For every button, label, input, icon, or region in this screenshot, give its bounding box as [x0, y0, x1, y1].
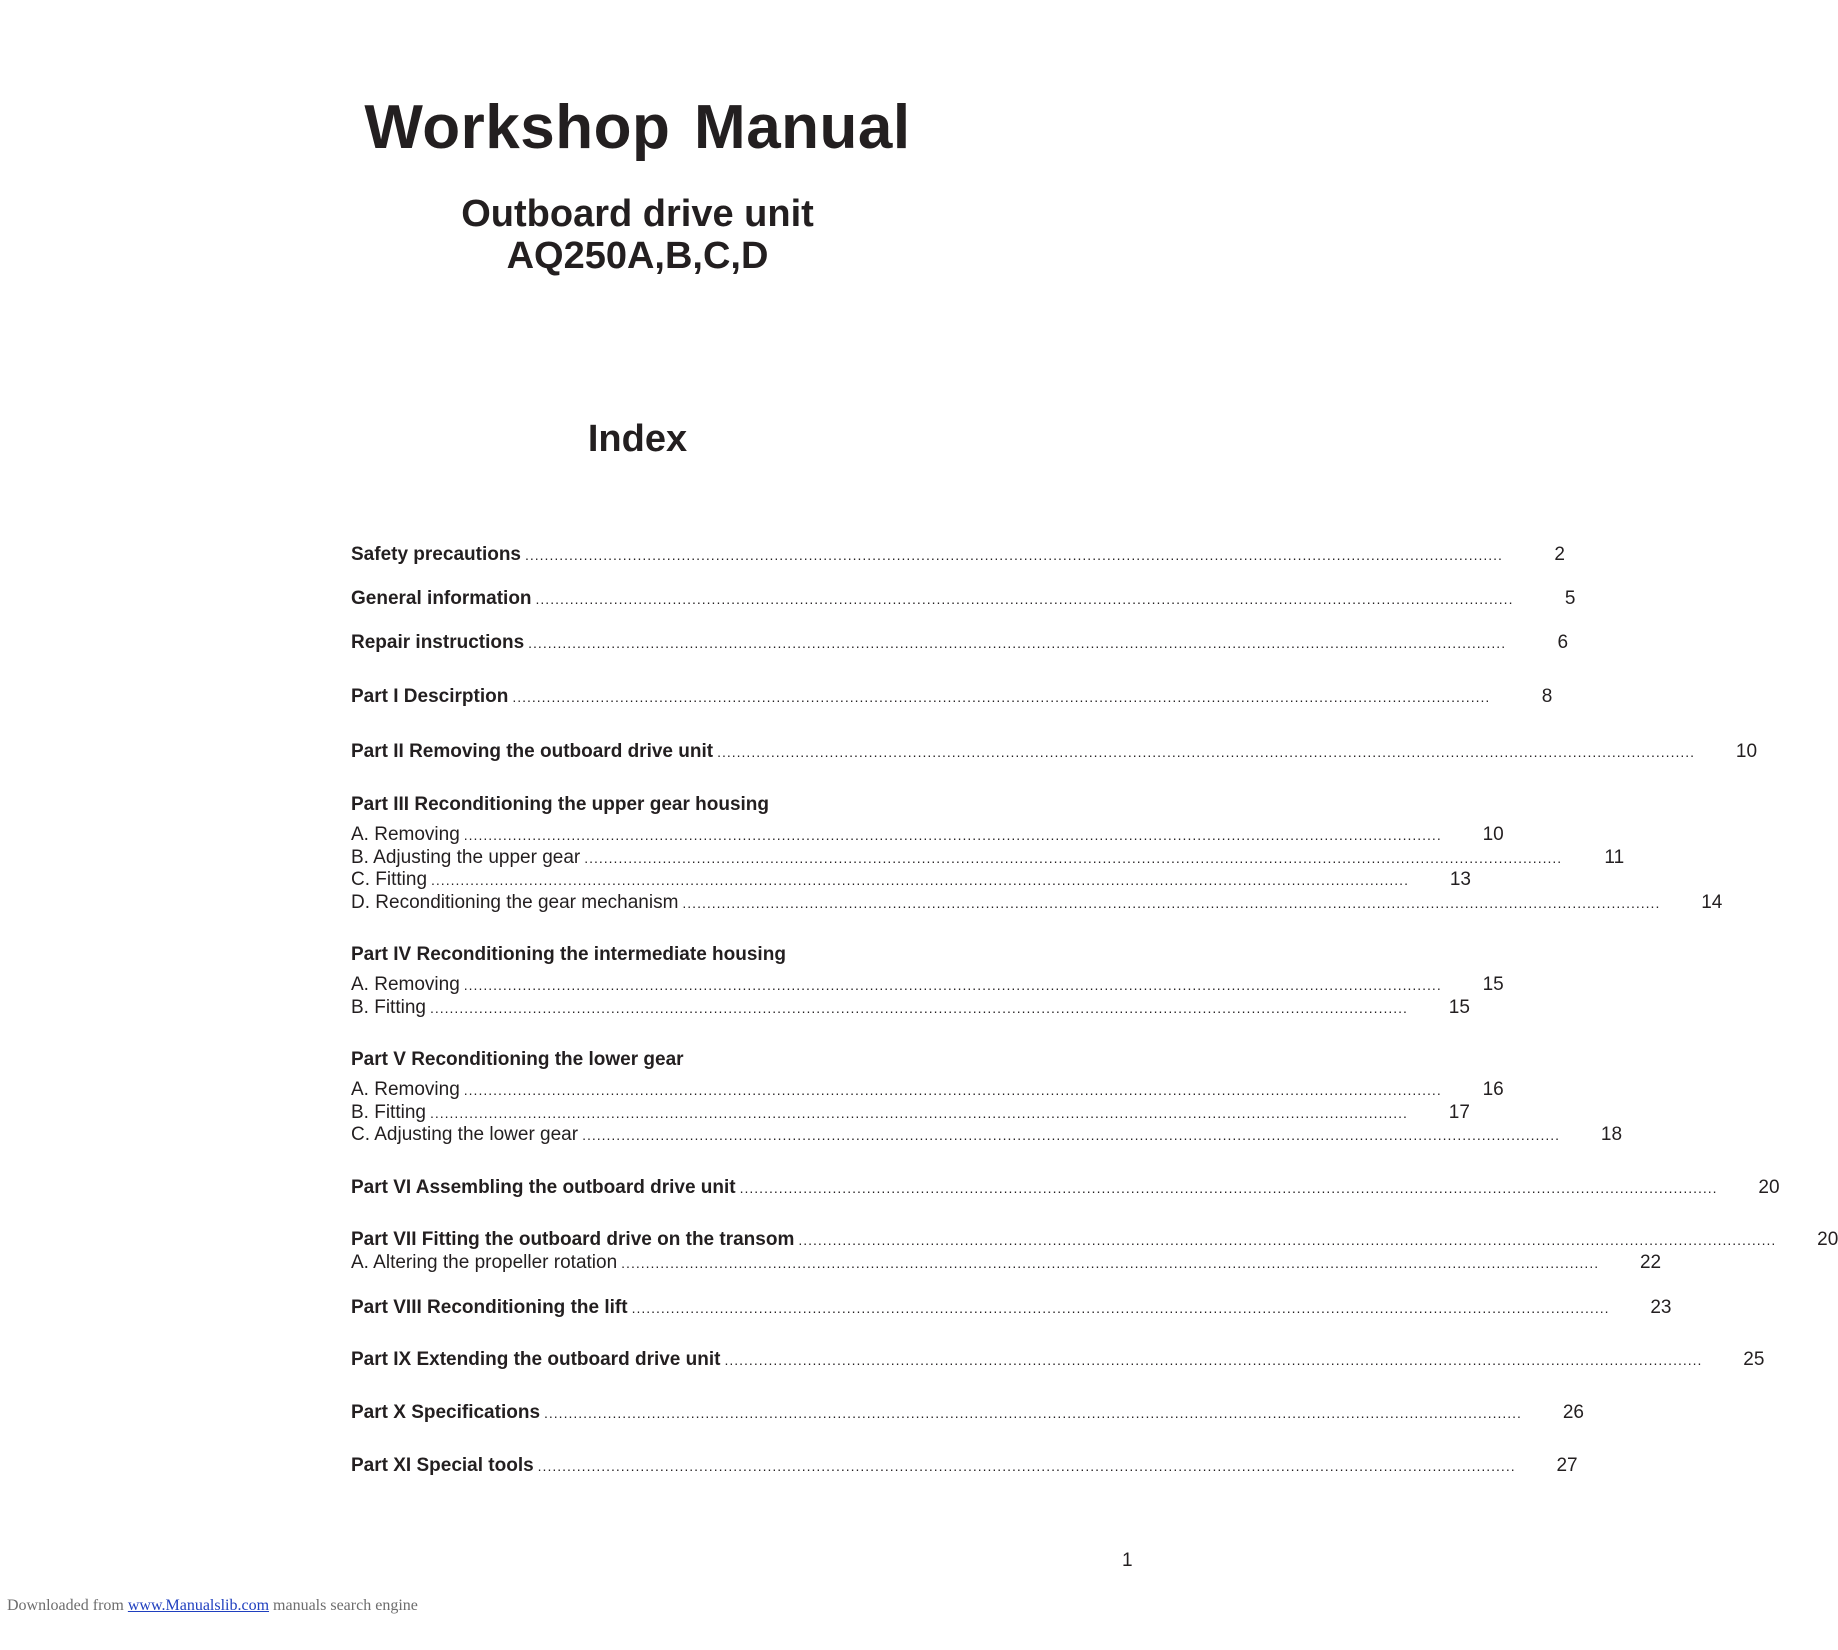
- toc-entry-label: Part VII Fitting the outboard drive on the transom: [351, 1229, 795, 1250]
- toc-entry-label: Part IX Extending the outboard drive unit: [351, 1349, 721, 1370]
- dot-leader: ........................................................................................................................................................................................................: [584, 850, 1563, 866]
- toc-entry-label: Safety precautions: [351, 544, 521, 565]
- dot-leader: ........................................................................................................................................................................................................: [463, 1082, 1442, 1098]
- toc-entry-page: 10: [1482, 824, 1504, 845]
- subtitle-product: Outboard drive unit: [461, 193, 814, 235]
- dot-leader: ........................................................................................................................................................................................................: [429, 1105, 1408, 1121]
- dot-leader: ........................................................................................................................................................................................................: [431, 872, 1409, 888]
- toc-entry-label: D. Reconditioning the gear mechanism: [351, 892, 679, 913]
- toc-entry-page: 10: [1735, 741, 1758, 762]
- toc-subentry[interactable]: [351, 847, 1625, 871]
- toc-entry-label: A. Removing: [351, 1079, 460, 1100]
- manualslib-link[interactable]: www.Manualslib.com: [127, 1597, 270, 1614]
- toc-entry-page: 14: [1701, 892, 1723, 913]
- toc-entry-page: 15: [1448, 997, 1470, 1018]
- toc-entry-label: Repair instructions: [351, 632, 525, 653]
- download-footer: [7, 1597, 418, 1615]
- dot-leader: ........................................................................................................................................................................................................: [535, 591, 1514, 607]
- dot-leader: ........................................................................................................................................................................................................: [525, 547, 1503, 563]
- toc-entry-page: 20: [1758, 1177, 1780, 1198]
- toc-entry-page: 16: [1482, 1079, 1504, 1100]
- toc-subentry[interactable]: [351, 869, 1471, 893]
- toc-subentry[interactable]: [351, 1124, 1623, 1148]
- toc-entry-page: 5: [1564, 588, 1576, 609]
- table-of-contents: [351, 0, 1838, 1650]
- toc-entry-label: Part I Descirption: [351, 686, 509, 707]
- toc-entry-label: A. Removing: [351, 824, 460, 845]
- toc-entry-page: 11: [1604, 847, 1625, 868]
- toc-entry-label: Part II Removing the outboard drive unit: [351, 741, 714, 762]
- toc-entry-page: 25: [1743, 1349, 1765, 1370]
- page-number: 1: [1122, 1550, 1133, 1571]
- dot-leader: ........................................................................................................................................................................................................: [429, 1000, 1408, 1016]
- dot-leader: ........................................................................................................................................................................................................: [582, 1127, 1561, 1143]
- toc-entry-page: 15: [1482, 974, 1504, 995]
- toc-entry-page: 6: [1557, 632, 1569, 653]
- dot-leader: ........................................................................................................................................................................................................: [463, 827, 1442, 843]
- toc-entry-page: 23: [1650, 1297, 1672, 1318]
- toc-entry-page: 8: [1541, 686, 1553, 707]
- dot-leader: ........................................................................................................................................................................................................: [537, 1458, 1516, 1474]
- toc-entry-part-11[interactable]: [351, 1455, 1578, 1479]
- subtitle-model: AQ250A,B,C,D: [506, 235, 769, 277]
- dot-leader: ........................................................................................................................................................................................................: [739, 1180, 1718, 1196]
- toc-entry-page: 18: [1600, 1124, 1623, 1145]
- toc-entry-repair[interactable]: [351, 632, 1569, 656]
- footer-prefix: Downloaded from: [7, 1597, 124, 1614]
- footer-suffix: manuals search engine: [273, 1597, 418, 1614]
- toc-entry-part-1[interactable]: [351, 686, 1553, 710]
- toc-entry-page: 27: [1556, 1455, 1578, 1476]
- toc-entry-label: Part XI Special tools: [351, 1455, 534, 1476]
- toc-section-part-5: Part V Reconditioning the lower gear: [351, 1049, 684, 1070]
- toc-entry-page: 26: [1562, 1402, 1584, 1423]
- toc-entry-label: B. Fitting: [351, 1102, 426, 1123]
- toc-entry-label: Part X Specifications: [351, 1402, 541, 1423]
- toc-entry-part-6[interactable]: [351, 1177, 1780, 1201]
- toc-entry-page: 22: [1639, 1252, 1662, 1273]
- dot-leader: ........................................................................................................................................................................................................: [463, 977, 1442, 993]
- dot-leader: ........................................................................................................................................................................................................: [717, 744, 1696, 760]
- dot-leader: ........................................................................................................................................................................................................: [544, 1405, 1522, 1421]
- toc-subentry[interactable]: [351, 1252, 1662, 1276]
- dot-leader: ........................................................................................................................................................................................................: [724, 1352, 1703, 1368]
- toc-entry-part-10[interactable]: [351, 1402, 1584, 1426]
- toc-entry-part-7[interactable]: [351, 1229, 1838, 1253]
- dot-leader: ........................................................................................................................................................................................................: [512, 689, 1491, 705]
- toc-entry-label: General information: [351, 588, 532, 609]
- toc-entry-part-8[interactable]: [351, 1297, 1672, 1321]
- toc-entry-part-2[interactable]: [351, 741, 1758, 765]
- toc-section-part-3: Part III Reconditioning the upper gear housing: [351, 794, 770, 815]
- toc-entry-label: A. Altering the propeller rotation: [351, 1252, 618, 1273]
- toc-subentry[interactable]: [351, 1079, 1504, 1103]
- index-heading: Index: [587, 418, 688, 460]
- toc-entry-page: 13: [1449, 869, 1471, 890]
- toc-section-part-4: Part IV Reconditioning the intermediate housing: [351, 944, 786, 965]
- dot-leader: ........................................................................................................................................................................................................: [528, 635, 1507, 651]
- dot-leader: ........................................................................................................................................................................................................: [621, 1255, 1600, 1271]
- dot-leader: ........................................................................................................................................................................................................: [631, 1300, 1610, 1316]
- toc-entry-part-9[interactable]: [351, 1349, 1765, 1373]
- toc-subentry[interactable]: [351, 974, 1504, 998]
- toc-entry-label: C. Fitting: [351, 869, 428, 890]
- toc-subentry[interactable]: [351, 1102, 1470, 1126]
- toc-entry-label: A. Removing: [351, 974, 460, 995]
- toc-entry-page: 2: [1554, 544, 1565, 565]
- toc-subentry[interactable]: [351, 892, 1723, 916]
- toc-entry-label: Part VIII Reconditioning the lift: [351, 1297, 628, 1318]
- toc-entry-label: B. Fitting: [351, 997, 426, 1018]
- toc-subentry[interactable]: [351, 824, 1504, 848]
- toc-entry-label: C. Adjusting the lower gear: [351, 1124, 579, 1145]
- document-title: Workshop Manual: [364, 93, 911, 162]
- toc-entry-label: Part VI Assembling the outboard drive unit: [351, 1177, 736, 1198]
- toc-entry-page: 20: [1817, 1229, 1838, 1250]
- toc-entry-general[interactable]: [351, 588, 1576, 612]
- toc-entry-label: B. Adjusting the upper gear: [351, 847, 581, 868]
- dot-leader: ........................................................................................................................................................................................................: [682, 895, 1661, 911]
- toc-entry-page: 17: [1448, 1102, 1470, 1123]
- toc-subentry[interactable]: [351, 997, 1470, 1021]
- dot-leader: ........................................................................................................................................................................................................: [798, 1232, 1777, 1248]
- toc-entry-safety[interactable]: [351, 544, 1565, 568]
